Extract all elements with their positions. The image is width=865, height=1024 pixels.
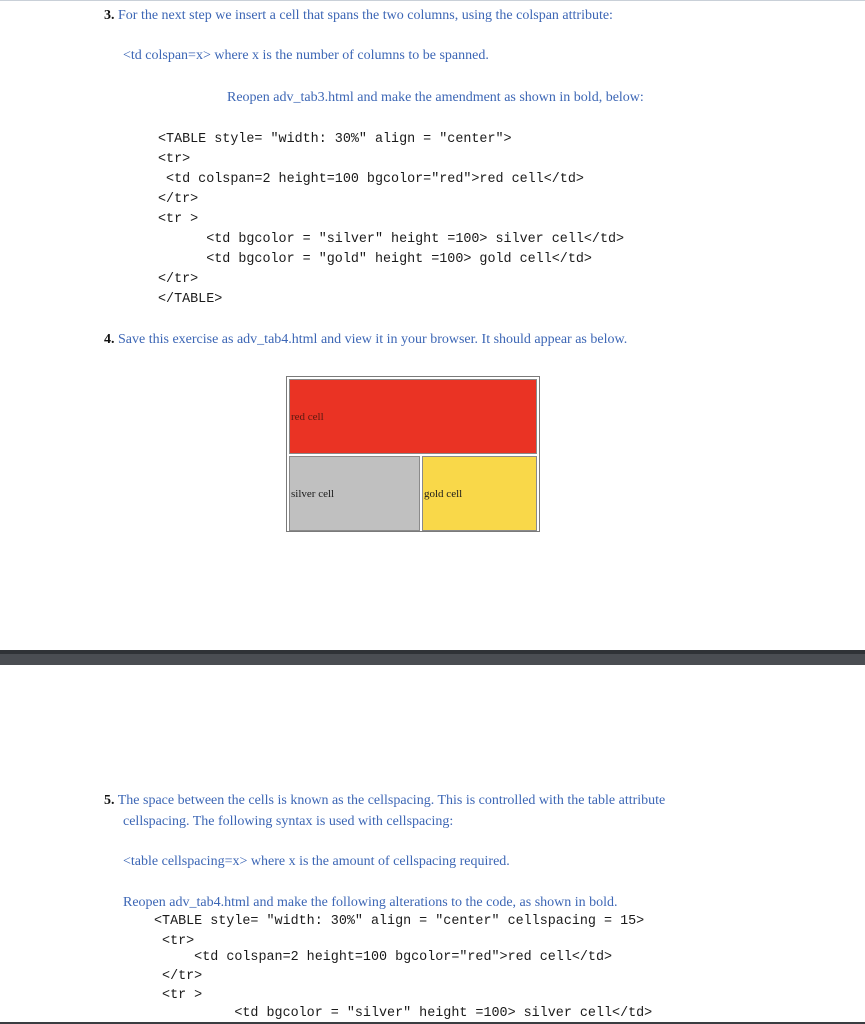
step-4-number: 4. xyxy=(104,332,115,347)
code-line: </tr> xyxy=(158,192,199,207)
gold-cell-label: gold cell xyxy=(424,487,463,500)
step-4-heading xyxy=(104,332,627,348)
code-line: <td colspan=2 height=100 bgcolor="red">red cell</td> xyxy=(154,950,613,965)
step-5-number: 5. xyxy=(104,793,115,808)
silver-cell-label: silver cell xyxy=(291,487,335,500)
colspan-syntax: <td colspan=x> where x is the number of columns to be spanned. xyxy=(123,48,489,63)
document-page-2 xyxy=(0,665,865,1024)
red-cell-label: red cell xyxy=(291,410,324,423)
code-line: <tr > xyxy=(154,988,203,1003)
step-5-line-2: cellspacing. The following syntax is used with cellspacing: xyxy=(123,814,454,829)
code-line: <td colspan=2 height=100 bgcolor="red">red cell</td> xyxy=(158,172,584,187)
code-line: <tr > xyxy=(158,212,199,227)
code-line: <tr> xyxy=(154,934,195,949)
step-4-text: Save this exercise as adv_tab4.html and view it in your browser. It should appear as below. xyxy=(118,332,628,347)
red-cell xyxy=(289,379,537,454)
code-line: <TABLE style= "width: 30%" align = "center"> xyxy=(158,132,512,147)
gold-cell xyxy=(422,456,537,531)
rendered-table-preview xyxy=(286,376,540,532)
step-3-text: For the next step we insert a cell that spans the two columns, using the colspan attribute: xyxy=(118,8,613,23)
page-separator xyxy=(0,650,865,665)
code-line: <td bgcolor = "silver" height =100> silver cell</td> xyxy=(158,232,625,247)
step-3-number: 3. xyxy=(104,8,115,23)
code-line: </tr> xyxy=(158,272,199,287)
code-line: </tr> xyxy=(154,969,203,984)
silver-cell xyxy=(289,456,420,531)
code-line: <td bgcolor = "silver" height =100> silver cell</td> xyxy=(154,1006,653,1021)
cellspacing-syntax: <table cellspacing=x> where x is the amount of cellspacing required. xyxy=(123,854,510,869)
code-line: <tr> xyxy=(158,152,191,167)
code-line: <TABLE style= "width: 30%" align = "center" cellspacing = 15> xyxy=(154,914,645,929)
step-3-heading xyxy=(104,8,613,24)
step-5-heading xyxy=(104,793,665,809)
code-line: <td bgcolor = "gold" height =100> gold cell</td> xyxy=(158,252,592,267)
code-line: </TABLE> xyxy=(158,292,223,307)
page-top-edge xyxy=(0,0,865,1)
reopen-instruction-2: Reopen adv_tab4.html and make the following alterations to the code, as shown in bold. xyxy=(123,895,618,910)
reopen-instruction-1: Reopen adv_tab3.html and make the amendment as shown in bold, below: xyxy=(227,90,644,105)
step-5-line-1: The space between the cells is known as the cellspacing. This is controlled with the table attribute xyxy=(117,793,666,808)
